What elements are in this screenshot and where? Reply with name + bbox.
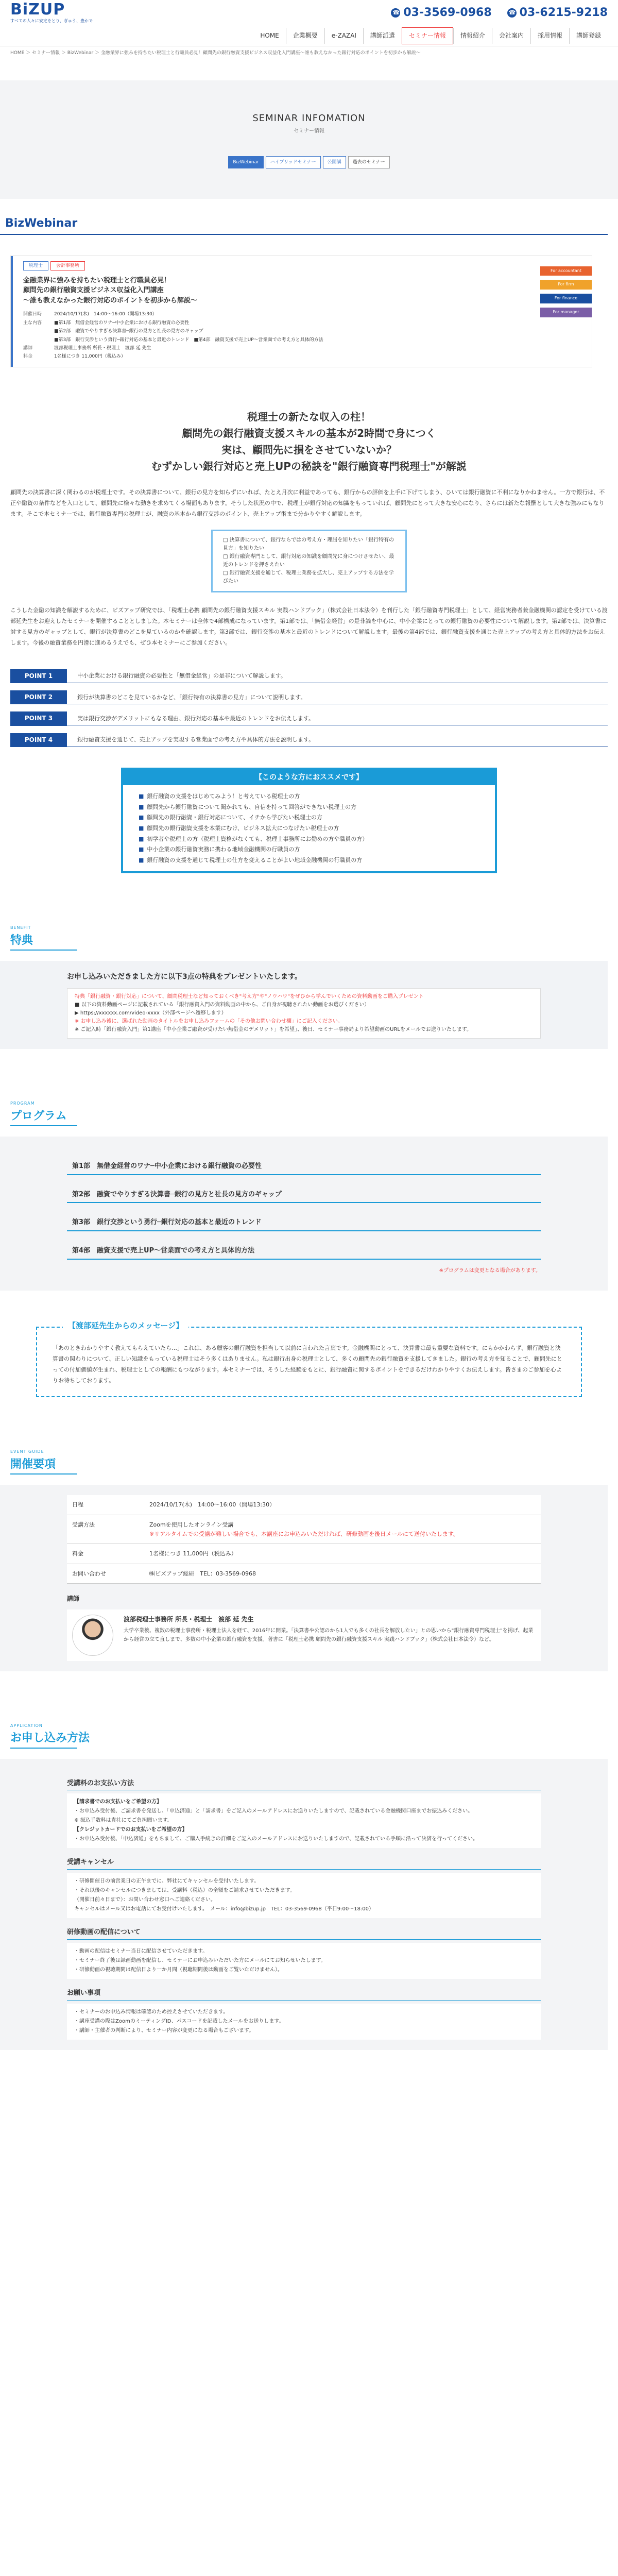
main-nav (0, 26, 618, 46)
benefit-section (0, 925, 618, 1048)
logo-text: BiZUP (10, 0, 65, 19)
info-value: 渡部税理士事務所 所長・税理士 渡部 延 先生 (54, 346, 151, 351)
apply-line: ・動画の配信はセミナー当日に配信させていただきます。 (74, 1948, 208, 1954)
hero-title: SEMINAR INFOMATION (252, 112, 366, 124)
benefit-line: ※ お申し込み後に、選ばれた動画のタイトルをお申し込みフォームの「その他お問い合わせ欄」にご記入ください。 (75, 1018, 343, 1024)
side-tag: For firm (540, 280, 592, 290)
logo-subtext: すべての人々に安定をとり、ぎゅう、豊かで (10, 18, 93, 23)
point-label: POINT 3 (10, 711, 67, 725)
recommend-text: 銀行融資の支援をはじめてみよう！と考えている税理士の方 (147, 793, 300, 800)
recommend-list (123, 785, 495, 871)
recommend-text: 顧問先の銀行融資・銀行対応について、イチから学びたい税理士の方 (147, 814, 322, 821)
phone-1[interactable] (391, 4, 491, 22)
apply-line: ・講座受講の際はZoomのミーティングID、パスコードを記載したメールをお送りします。 (74, 2018, 284, 2024)
phone-icon (391, 8, 400, 18)
info-value: ■第2部 融資でやりすぎる決算書─銀行の見方と社長の見方のギャップ (54, 329, 203, 334)
apply-line: ※ 振込手数料は貴社にてご負担願います。 (74, 1818, 173, 1824)
outline-tag: EVENT GUIDE (10, 1449, 44, 1454)
event-main (11, 256, 530, 367)
info-value: ■第3部 銀行交渉という勇行─銀行対応の基本と最近のトレンド ■第4部 融資支援で売上UP〜営業面での考え方と具体的方法 (54, 337, 323, 343)
apply-box (67, 1873, 541, 1918)
apply-line: （開催日前々日まで）：お問い合わせ窓口へご連絡ください。 (74, 1897, 216, 1903)
square-icon: ■ (139, 846, 144, 853)
nav-recruit[interactable]: 採用情報 (530, 28, 569, 44)
square-icon: ■ (139, 814, 144, 821)
points (0, 669, 618, 747)
lead (0, 409, 618, 474)
side-tag: For manager (540, 308, 592, 317)
apply-line: ・お申込み受付後、「申込済通」をもちまして、ご購入手続きの詳細をご記入のメールアドレスにお送りいたしますので、記載されている手順に沿って決済を行ってください。 (74, 1836, 478, 1842)
square-icon: ■ (139, 835, 144, 842)
recommend-item (139, 803, 479, 812)
tab-public[interactable]: 公開講 (323, 156, 346, 168)
outline-body (0, 1485, 608, 1671)
apply-line: 【クレジットカードでのお支払いをご希望の方】 (74, 1827, 187, 1833)
point-label: POINT 4 (10, 733, 67, 747)
recommend-item (139, 824, 479, 833)
recommend-box (121, 768, 497, 874)
info-row (23, 345, 520, 352)
program-section (0, 1100, 618, 1291)
program-item: 第2部 融資でやりすぎる決算書─銀行の見方と社長の見方のギャップ (67, 1188, 541, 1204)
check-box (211, 530, 407, 592)
lead-line: 顧問先の銀行融資支援スキルの基本が2時間で身につく (182, 427, 436, 439)
event-title-line: 〜誰も教えなかった銀行対応のポイントを初歩から解説〜 (23, 296, 198, 304)
table-row (67, 1564, 541, 1584)
message-text: 「あのときわかりやすく教えてもらえていたら…」これは、ある顧客の銀行融資を担当して以前に言われた言葉です。金融機関にとって、決算書は最も重要な資料です。にもかかわらず、銀行融資と決算書の関わりについて、正しい知識をもっている税理士はそう多くはありません。私は銀行出身の税理士として、多くの顧問先の銀行融資を支援してきました。銀行の考え方を知ることで、顧問先にとっての付加価値が生まれ、税理士としての報酬にもつながります。本セミナーでは、そうした経験をもとに、銀行融資に関するポイントをできるだけわかりやすくお伝えします。皆さまのご参加を心よりお待ちしております。 (53, 1344, 562, 1384)
benefit-title: 特典 (10, 934, 33, 947)
apply-heading: 受講料のお支払い方法 (67, 1778, 541, 1791)
section-title: BizWebinar (0, 199, 608, 234)
apply-line: ・研修開催日の前営業日の正午までに、弊社にてキャンセルを受付いたします。 (74, 1878, 260, 1885)
table-row (67, 1515, 541, 1544)
point-label: POINT 1 (10, 669, 67, 683)
nav-about[interactable]: 会社案内 (492, 28, 530, 44)
info-value: 1名様につき 11,000円（税込み） (54, 354, 126, 360)
side-tag: For accountant (540, 266, 592, 276)
outline-value: 2024/10/17(木) 14:00〜16:00（開場13:30） (144, 1495, 541, 1515)
recommend-text: 顧問先から銀行融資について聞かれても、自信を持って回答ができない税理士の方 (147, 803, 357, 810)
point-row (10, 711, 608, 725)
logo[interactable] (10, 2, 93, 25)
tab-hybrid[interactable]: ハイブリッドセミナー (266, 156, 321, 168)
divider (10, 1748, 77, 1749)
apply-section (0, 1723, 618, 2050)
point-row (10, 669, 608, 683)
divider (10, 1125, 77, 1126)
apply-line: 【請求書でのお支払いをご希望の方】 (74, 1799, 162, 1805)
benefit-line: ■ 以下の資料動画ページに記載されている「銀行融資入門の資料動画の中から、ご自身が視聴されたい動画をお選びください） (75, 1002, 370, 1008)
lecturer-name: 渡部税理士事務所 所長・税理士 渡部 延 先生 (124, 1615, 254, 1623)
body-text: こうした金融の知識を解説するために、ビズアップ研究では、「税理士必携 顧問先の銀行融資支援スキル 実践ハンドブック」（株式会社日本法令）を刊行した「銀行融資専門税理士」として、経営実務者兼金融機関の認定を受けている渡部延先生をお迎えしたセミナーを開催することとしました。本セミナーは全体で4部構成になっています。第1部では、「無借金経営」の是非論を中心に、中小企業にとっての銀行融資の必要性について解説します。第2部では、決算書に対する見方のギャップとして、銀行が決算書のどこを見ているのかを確認します。第3部では、銀行交渉の基本と最近のトレンドについて解説します。最後の第4部では、銀行融資支援を通じた売上アップの考え方と具体的方法をお伝えします。今後の融資業務を円滑に進めるうえでも、ぜひ本セミナーにご参加ください。 (10, 607, 608, 647)
badge-accountant: 税理士 (23, 261, 48, 270)
phone-2-number: 03-6215-9218 (519, 6, 608, 20)
message-title: 【渡部延先生からのメッセージ】 (63, 1319, 188, 1332)
badge-firm: 会計事務所 (50, 261, 85, 270)
phone-numbers (391, 4, 608, 22)
apply-heading: お願い事項 (67, 1988, 541, 2001)
info-key: 開催日時 (23, 312, 42, 317)
point-label: POINT 2 (10, 690, 67, 704)
lecturer-label: 講師 (67, 1595, 80, 1603)
apply-box (67, 1943, 541, 1979)
lead-line: 税理士の新たな収入の柱！ (247, 410, 371, 423)
apply-line: ・セミナー終了後は録画動画を配信し、セミナーにお申込みいただいた方にメールにてお知らせいたします。 (74, 1957, 326, 1963)
point-text: 実は銀行交渉がデメリットにもなる理由、銀行対応の基本や最近のトレンドをお伝えします。 (67, 712, 608, 726)
point-text: 銀行が決算書のどこを見ているかなど、「銀行特有の決算書の見方」について説明します。 (67, 691, 608, 705)
recommend-item (139, 792, 479, 801)
info-row (23, 328, 520, 335)
recommend-text: 銀行融資の支援を通じて税理士の仕方を変えることがよい地域金融機関の行職員の方 (147, 856, 363, 863)
table-row (67, 1495, 541, 1515)
nav-register[interactable]: 講師登録 (569, 28, 608, 44)
info-key: 料金 (23, 354, 33, 360)
outline-key: お問い合わせ (67, 1564, 144, 1584)
apply-line: ・お申込み受付後、ご請求書を発送し、「申込済通」と「請求書」をご記入のメールアドレスにお送りいたしますので、記載されている金融機関口座までお振込みください。 (74, 1808, 473, 1815)
program-body (0, 1137, 608, 1291)
top-header (0, 0, 618, 26)
benefit-tag: BENEFIT (10, 925, 31, 930)
hero-subtitle: セミナー情報 (294, 128, 324, 134)
recommend-text: 顧問先の銀行融資支援を本業にむけ、ビジネス拡大につなげたい税理士の方 (147, 824, 339, 832)
info-value: 2024/10/17(木) 14:00〜16:00（開場13:30） (54, 312, 157, 317)
outline-section (0, 1449, 618, 1671)
seminar-tabs (228, 156, 389, 168)
apply-line: キャンセルはメール又はお電話にてお受付けいたします。 メール：info@bizup.jp TEL：03-3569-0968（平日9:00〜18:00） (74, 1906, 374, 1912)
check-item: □ 銀行融資専門として、銀行対応の知識を顧問先に身につけさせたい、最近のトレンドを押さえたい (223, 554, 394, 568)
square-icon: ■ (139, 856, 144, 863)
recommend-text: 初学者や税理士の方（税理士資格がなくても、税理士事務所にお勤めの方や職員の方） (147, 835, 368, 842)
benefit-line: ※ ご記入時「銀行融資入門」第1講座「中小企業ご融資が受けたい無借金のデメリット」を希望」、後日、セミナー事務局より希望動画のURLをメールでお送りいたします。 (75, 1026, 472, 1032)
apply-line: ・講師・主催者の判断により、セミナー内容が変更になる場合もございます。 (74, 2027, 254, 2033)
apply-line: ・それ以後のキャンセルにつきましては、受講料（税込）の全額をご請求させていただきます。 (74, 1888, 295, 1894)
outline-key: 受講方法 (67, 1515, 144, 1544)
info-key: 講師 (23, 346, 33, 351)
side-tag: For finance (540, 294, 592, 303)
lead-line: 実は、顧問先に損をさせていないか？ (221, 443, 397, 456)
apply-heading: 研修動画の配信について (67, 1927, 541, 1940)
square-icon: ■ (139, 824, 144, 832)
apply-box (67, 1793, 541, 1848)
table-row (67, 1544, 541, 1564)
apply-tag: APPLICATION (10, 1723, 43, 1728)
outline-value (144, 1515, 541, 1544)
info-row (23, 319, 520, 327)
event-title (23, 276, 520, 306)
square-icon: ■ (139, 793, 144, 800)
info-key (23, 336, 54, 344)
lecturer-info (124, 1615, 536, 1656)
info-key (23, 328, 54, 335)
lecturer-row (67, 1609, 541, 1661)
intro-text: 顧問先の決算書に深く関わるのが税理士です。その決算書について、銀行の見方を知らずにいれば、たとえ月次に利益であっても、銀行からの評価を上手に下げてしまう、ひいては銀行融資に不利になりかねません。一方で銀行は、不正や融資の条件などを入口として、顧問先に様々な動きを求めてくる場面もあります。そうした状況の中で、税理士が銀行対応の知識をもっていれば、顧問先にとって大きな安心になり、さらには新たな報酬として大きな強みにもなります。そこで本セミナーでは、銀行融資専門の税理士が、融資の基本から銀行交渉のポイント、売上アップ術まで分かりやすく解説します。 (10, 488, 605, 517)
info-row (23, 353, 520, 360)
event-card (10, 256, 592, 367)
program-note: ※プログラムは変更となる場合があります。 (439, 1267, 541, 1274)
info-row (23, 311, 520, 318)
apply-heading: 受講キャンセル (67, 1857, 541, 1870)
point-row (10, 733, 608, 747)
info-row (23, 336, 520, 344)
outline-table (67, 1495, 541, 1584)
check-item: □ 決算書について、銀行ならではの考え方・理屈を知りたい「銀行特有の見方」を知りたい (223, 537, 394, 552)
outline-value: ㈱ビズアップ総研 TEL：03-3569-0968 (144, 1564, 541, 1584)
benefit-body (0, 961, 608, 1048)
outline-value: 1名様につき 11,000円（税込み） (144, 1544, 541, 1564)
benefit-box (67, 988, 541, 1039)
event-title-line: 金融業界に強みを持ちたい税理士と行職員必見！ (23, 276, 171, 284)
event-info (23, 311, 520, 360)
info-key: 主な内容 (23, 320, 42, 326)
lecturer (67, 1594, 541, 1660)
benefit-heading: お申し込みいただきました方に以下3点の特典をプレゼントいたします。 (67, 973, 302, 981)
program-item: 第1部 無借金経営のワナ─中小企業における銀行融資の必要性 (67, 1159, 541, 1175)
benefit-line: 特典「銀行融資・銀行対応」について、顧問税理士など知っておくべき"考え方"や"ノウハウ"をぜひから学んでいくための資料動画をご購入プレゼント (75, 993, 424, 999)
event-side-tags (530, 256, 592, 367)
apply-line: ・研修動画の視聴期間は配信日より一か月間（視聴期間後は動画をご覧いただけません）。 (74, 1967, 283, 1973)
event-badges (23, 261, 520, 270)
point-text: 中小企業における銀行融資の必要性と「無借金経営」の是非について解説します。 (67, 669, 608, 683)
nav-info[interactable]: 情報紹介 (453, 28, 492, 44)
recommend-title: 【このような方におススメです】 (123, 770, 495, 785)
tab-bizwebinar[interactable]: BizWebinar (228, 156, 263, 168)
square-icon: ■ (139, 803, 144, 810)
lecturer-bio: 大学卒業後、複数の税理士事務所・税理士法人を経て、2016年に開業。「決算書や公認のから1人でも多くの社長を解放したい」との思いから"銀行融資専門税理士"を掲げ、起業から経営の立て直しまで、多数の中小企業の銀行融資を支援。著書に「税理士必携 顧問先の銀行融資支援スキル 実践ハンドブック」（株式会社日本法令）など。 (124, 1628, 534, 1642)
phone-2[interactable] (507, 4, 608, 22)
nav-lecturer[interactable]: 講師派遣 (363, 28, 402, 44)
outline-value-text: Zoomを使用したオンライン受講 (149, 1521, 234, 1529)
outline-title: 開催要項 (10, 1458, 56, 1471)
zoom-note: ※リアルタイムでの受講が難しい場合でも、本講座にお申込みいただければ、研修動画を後日メールにて送付いたします。 (149, 1530, 459, 1537)
lead-line: むずかしい銀行対応と売上UPの秘訣を"銀行融資専門税理士"が解説 (151, 460, 467, 472)
check-item: □ 銀行融資支援を通じて、税理士業務を拡大し、売上アップする方法を学びたい (223, 570, 394, 585)
recommend-text: 中小企業の銀行融資実務に携わる地域金融機関の行職員の方 (147, 846, 300, 853)
apply-box (67, 2004, 541, 2040)
recommend-item (139, 845, 479, 854)
point-text: 銀行融資支援を通じて、売上アップを実現する営業面での考え方や具体的方法を説明します。 (67, 733, 608, 747)
breadcrumb[interactable]: HOME ＞ セミナー情報 ＞ BizWebinar ＞ 金融業界に強みを持ちたい税理士と行職員必見！顧問先の銀行融資支援ビジネス収益化入門講座〜誰も教えなかった銀行対応のポイントを初歩から解説〜 (10, 50, 421, 56)
phone-icon (507, 8, 517, 18)
recommend-item (139, 813, 479, 822)
phone-1-number: 03-3569-0968 (403, 6, 492, 20)
divider (10, 1473, 77, 1475)
point-row (10, 690, 608, 704)
event-title-line: 顧問先の銀行融資支援ビジネス収益化入門講座 (23, 286, 164, 295)
tab-past[interactable]: 過去のセミナー (348, 156, 390, 168)
apply-line: ・セミナーのお申込み情報は確認のため控えさせていただきます。 (74, 2009, 229, 2015)
info-value: ■第1部 無借金経営のワナ─中小企業における銀行融資の必要性 (54, 320, 190, 326)
apply-title: お申し込み方法 (10, 1732, 90, 1745)
recommend-item (139, 856, 479, 865)
nav-ezazai[interactable]: e-ZAZAI (324, 28, 363, 44)
nav-company[interactable]: 企業概要 (286, 28, 324, 44)
avatar (72, 1615, 113, 1656)
hero (0, 80, 618, 199)
outline-key: 日程 (67, 1495, 144, 1515)
benefit-line[interactable]: ▶ https://xxxxxx.com/video-xxxx（外部ページへ遷移します） (75, 1010, 227, 1016)
message-box (36, 1320, 582, 1398)
divider (10, 950, 77, 951)
program-title: プログラム (10, 1109, 67, 1123)
program-item: 第4部 融資支援で売上UP〜営業面での考え方と具体的方法 (67, 1244, 541, 1260)
recommend-item (139, 835, 479, 844)
nav-home[interactable]: HOME (260, 31, 279, 39)
outline-key: 料金 (67, 1544, 144, 1564)
program-tag: PROGRAM (10, 1100, 35, 1106)
nav-seminar[interactable]: セミナー情報 (402, 27, 453, 44)
apply-body (0, 1759, 608, 2050)
program-item: 第3部 銀行交渉という勇行─銀行対応の基本と最近のトレンド (67, 1215, 541, 1231)
